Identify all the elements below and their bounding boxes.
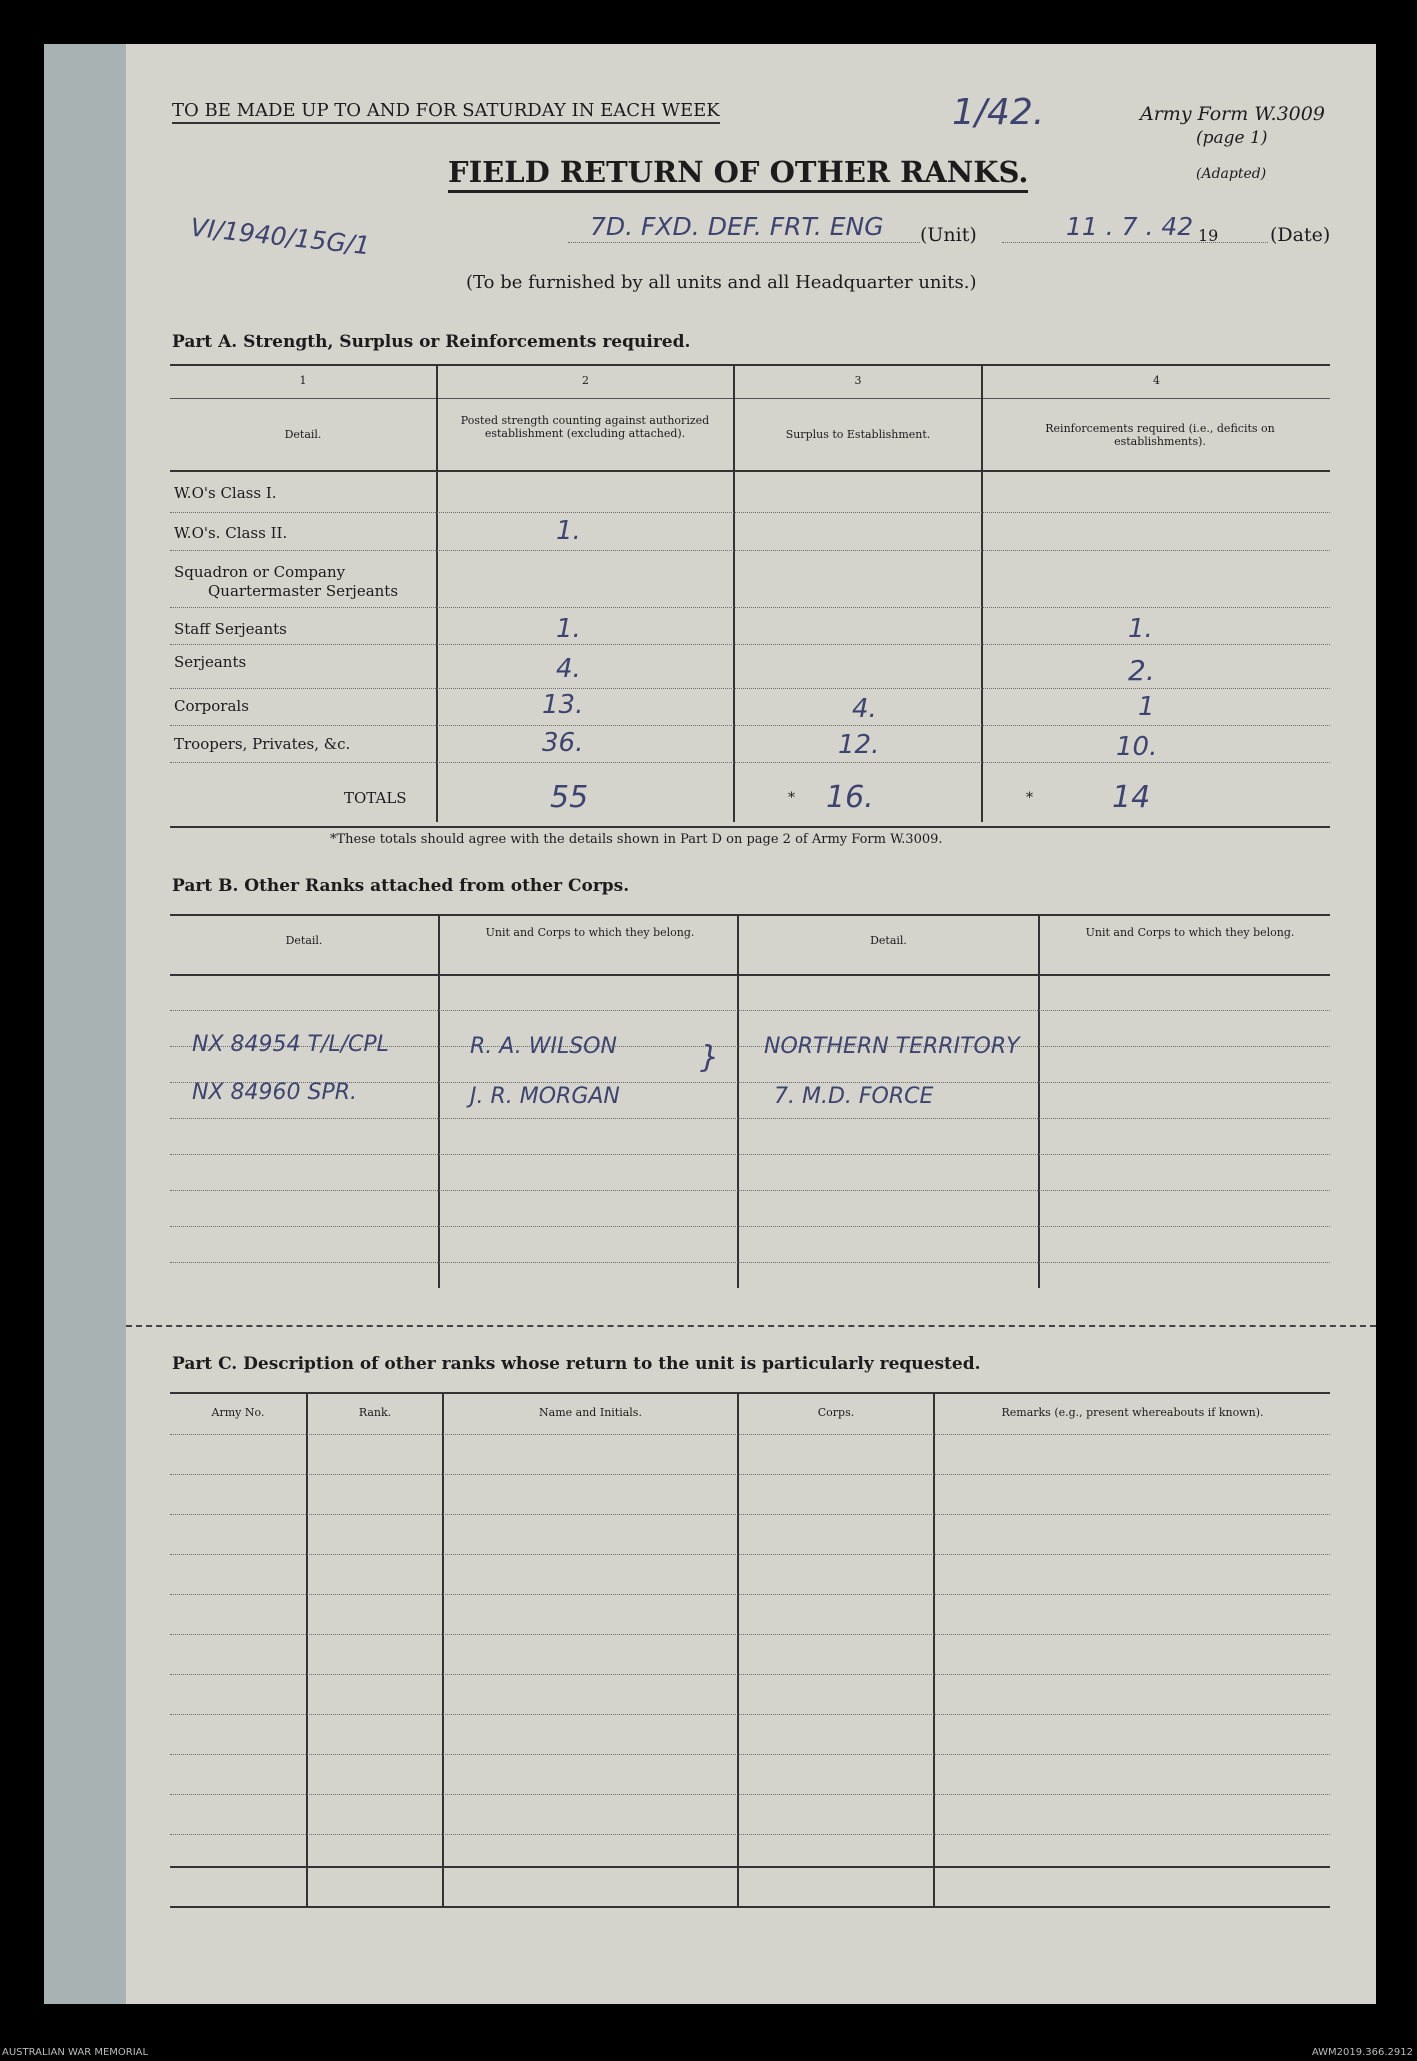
page-title: FIELD RETURN OF OTHER RANKS. bbox=[448, 154, 1028, 193]
row-separator bbox=[170, 1634, 1330, 1635]
row-separator bbox=[170, 644, 1330, 645]
posted-value: 4. bbox=[556, 654, 581, 684]
col-header-name: Name and Initials. bbox=[539, 1406, 642, 1419]
folio-number: 1/42. bbox=[952, 92, 1045, 133]
row-separator bbox=[170, 550, 1330, 551]
col-header-detail: Detail. bbox=[870, 934, 907, 947]
part-b-col-divider bbox=[737, 914, 739, 1288]
part-b-col-divider bbox=[438, 914, 440, 1288]
part-c-top-rule bbox=[170, 1392, 1330, 1394]
row-label: Troopers, Privates, &c. bbox=[174, 735, 351, 753]
row-separator bbox=[170, 1190, 1330, 1191]
col-number: 2 bbox=[582, 374, 589, 387]
part-b-header-rule bbox=[170, 974, 1330, 976]
blue-backing-strip bbox=[44, 44, 134, 2004]
row-separator bbox=[170, 1834, 1330, 1835]
attached-name: R. A. WILSON bbox=[470, 1034, 617, 1059]
totals-footnote: *These totals should agree with the details shown in Part D on page 2 of Army Form W.3009. bbox=[330, 832, 943, 847]
form-page: (page 1) bbox=[1196, 128, 1268, 148]
row-separator bbox=[170, 1514, 1330, 1515]
reinforcement-value: 1. bbox=[1128, 614, 1153, 644]
row-label: Quartermaster Serjeants bbox=[208, 582, 399, 600]
totals-bottom-rule bbox=[170, 826, 1330, 828]
row-separator bbox=[170, 1434, 1330, 1435]
part-c-bottom-rule bbox=[170, 1906, 1330, 1908]
posted-value: 1. bbox=[556, 516, 581, 546]
row-label: Staff Serjeants bbox=[174, 620, 287, 638]
col-header-unit-corps: Unit and Corps to which they belong. bbox=[1085, 926, 1295, 939]
attached-name: J. R. MORGAN bbox=[470, 1084, 620, 1109]
row-label: Corporals bbox=[174, 697, 249, 715]
row-separator bbox=[170, 688, 1330, 689]
totals-label: TOTALS bbox=[344, 789, 407, 807]
date-dotted-line bbox=[1002, 242, 1268, 243]
asterisk-mark: * bbox=[788, 790, 795, 806]
col-header-surplus: Surplus to Establishment. bbox=[785, 428, 931, 441]
archive-accession-number: AWM2019.366.2912 bbox=[1311, 2047, 1413, 2058]
reinforcement-value: 1 bbox=[1138, 692, 1155, 722]
attached-unit: NORTHERN TERRITORY bbox=[764, 1034, 1020, 1059]
col-header-unit-corps: Unit and Corps to which they belong. bbox=[485, 926, 695, 939]
file-reference: VI/1940/15G/1 bbox=[188, 212, 372, 261]
part-c-col-divider bbox=[737, 1392, 739, 1908]
row-separator bbox=[170, 1714, 1330, 1715]
attached-detail: NX 84960 SPR. bbox=[192, 1080, 358, 1105]
reinforcement-value: 2. bbox=[1128, 654, 1155, 687]
part-a-top-rule bbox=[170, 364, 1330, 366]
total-surplus: 16. bbox=[826, 780, 874, 815]
attached-unit: 7. M.D. FORCE bbox=[774, 1084, 934, 1109]
row-separator bbox=[170, 1118, 1330, 1119]
row-separator bbox=[170, 762, 1330, 763]
row-separator bbox=[170, 1262, 1330, 1263]
col-header-rank: Rank. bbox=[358, 1406, 392, 1419]
surplus-value: 12. bbox=[838, 730, 880, 760]
row-label: W.O's Class I. bbox=[174, 484, 277, 502]
row-separator bbox=[170, 512, 1330, 513]
brace-mark: } bbox=[700, 1040, 720, 1075]
col-header-detail: Detail. bbox=[285, 934, 323, 947]
row-label: Serjeants bbox=[174, 653, 247, 671]
part-a-title: Part A. Strength, Surplus or Reinforcements required. bbox=[172, 332, 691, 352]
date-label: (Date) bbox=[1270, 224, 1331, 246]
col-number: 1 bbox=[299, 374, 307, 387]
part-a-colnum-rule bbox=[170, 398, 1330, 399]
part-a-header-rule bbox=[170, 470, 1330, 472]
row-separator bbox=[170, 725, 1330, 726]
attached-detail: NX 84954 T/L/CPL bbox=[192, 1032, 389, 1057]
total-reinforcements: 14 bbox=[1112, 780, 1151, 815]
row-separator bbox=[170, 1674, 1330, 1675]
posted-value: 1. bbox=[556, 614, 581, 644]
part-c-col-divider bbox=[442, 1392, 444, 1908]
part-c-title: Part C. Description of other ranks whose return to the unit is particularly requested. bbox=[172, 1354, 981, 1374]
reinforcement-value: 10. bbox=[1116, 732, 1158, 762]
col-header-corps: Corps. bbox=[817, 1406, 855, 1419]
row-separator bbox=[170, 607, 1330, 608]
row-label: W.O's. Class II. bbox=[174, 524, 288, 542]
unit-dotted-line bbox=[568, 242, 920, 243]
asterisk-mark: * bbox=[1026, 790, 1033, 806]
form-name: Army Form W.3009 bbox=[1140, 103, 1325, 125]
row-separator bbox=[170, 1554, 1330, 1555]
col-number: 4 bbox=[1153, 374, 1160, 387]
col-header-remarks: Remarks (e.g., present whereabouts if known). bbox=[1001, 1406, 1264, 1419]
row-separator bbox=[170, 1594, 1330, 1595]
unit-label: (Unit) bbox=[920, 224, 977, 246]
part-c-col-divider bbox=[933, 1392, 935, 1908]
row-separator bbox=[170, 1226, 1330, 1227]
date-value: 11 . 7 . 42 bbox=[1066, 212, 1194, 241]
part-a-col-divider bbox=[981, 364, 983, 822]
row-label: Squadron or Company bbox=[174, 563, 346, 581]
surplus-value: 4. bbox=[852, 694, 877, 724]
perforation-line bbox=[126, 1325, 1376, 1327]
part-c-col-divider bbox=[306, 1392, 308, 1908]
part-b-top-rule bbox=[170, 914, 1330, 916]
form-adapted: (Adapted) bbox=[1196, 166, 1267, 182]
col-header-detail: Detail. bbox=[284, 428, 322, 441]
col-header-posted: Posted strength counting against authorized establishment (excluding attached). bbox=[460, 414, 710, 440]
row-separator bbox=[170, 1794, 1330, 1795]
col-number: 3 bbox=[854, 374, 862, 387]
instruction-line: TO BE MADE UP TO AND FOR SATURDAY IN EACH WEEK bbox=[172, 100, 720, 124]
part-a-col-divider bbox=[436, 364, 438, 822]
col-header-army-no: Army No. bbox=[211, 1406, 265, 1419]
posted-value: 13. bbox=[542, 690, 584, 720]
col-header-reinforcements: Reinforcements required (i.e., deficits on establishments). bbox=[1045, 422, 1275, 448]
part-b-title: Part B. Other Ranks attached from other Corps. bbox=[172, 876, 630, 896]
year-prefix: 19 bbox=[1198, 226, 1219, 245]
subtitle: (To be furnished by all units and all Headquarter units.) bbox=[466, 272, 977, 293]
archive-credit: AUSTRALIAN WAR MEMORIAL bbox=[2, 2047, 149, 2058]
part-b-col-divider bbox=[1038, 914, 1040, 1288]
part-c-lower-rule bbox=[170, 1866, 1330, 1868]
posted-value: 36. bbox=[542, 728, 584, 758]
row-separator bbox=[170, 1474, 1330, 1475]
row-separator bbox=[170, 1010, 1330, 1011]
total-posted: 55 bbox=[550, 780, 589, 815]
row-separator bbox=[170, 1154, 1330, 1155]
row-separator bbox=[170, 1754, 1330, 1755]
unit-value: 7D. FXD. DEF. FRT. ENG bbox=[590, 212, 884, 241]
